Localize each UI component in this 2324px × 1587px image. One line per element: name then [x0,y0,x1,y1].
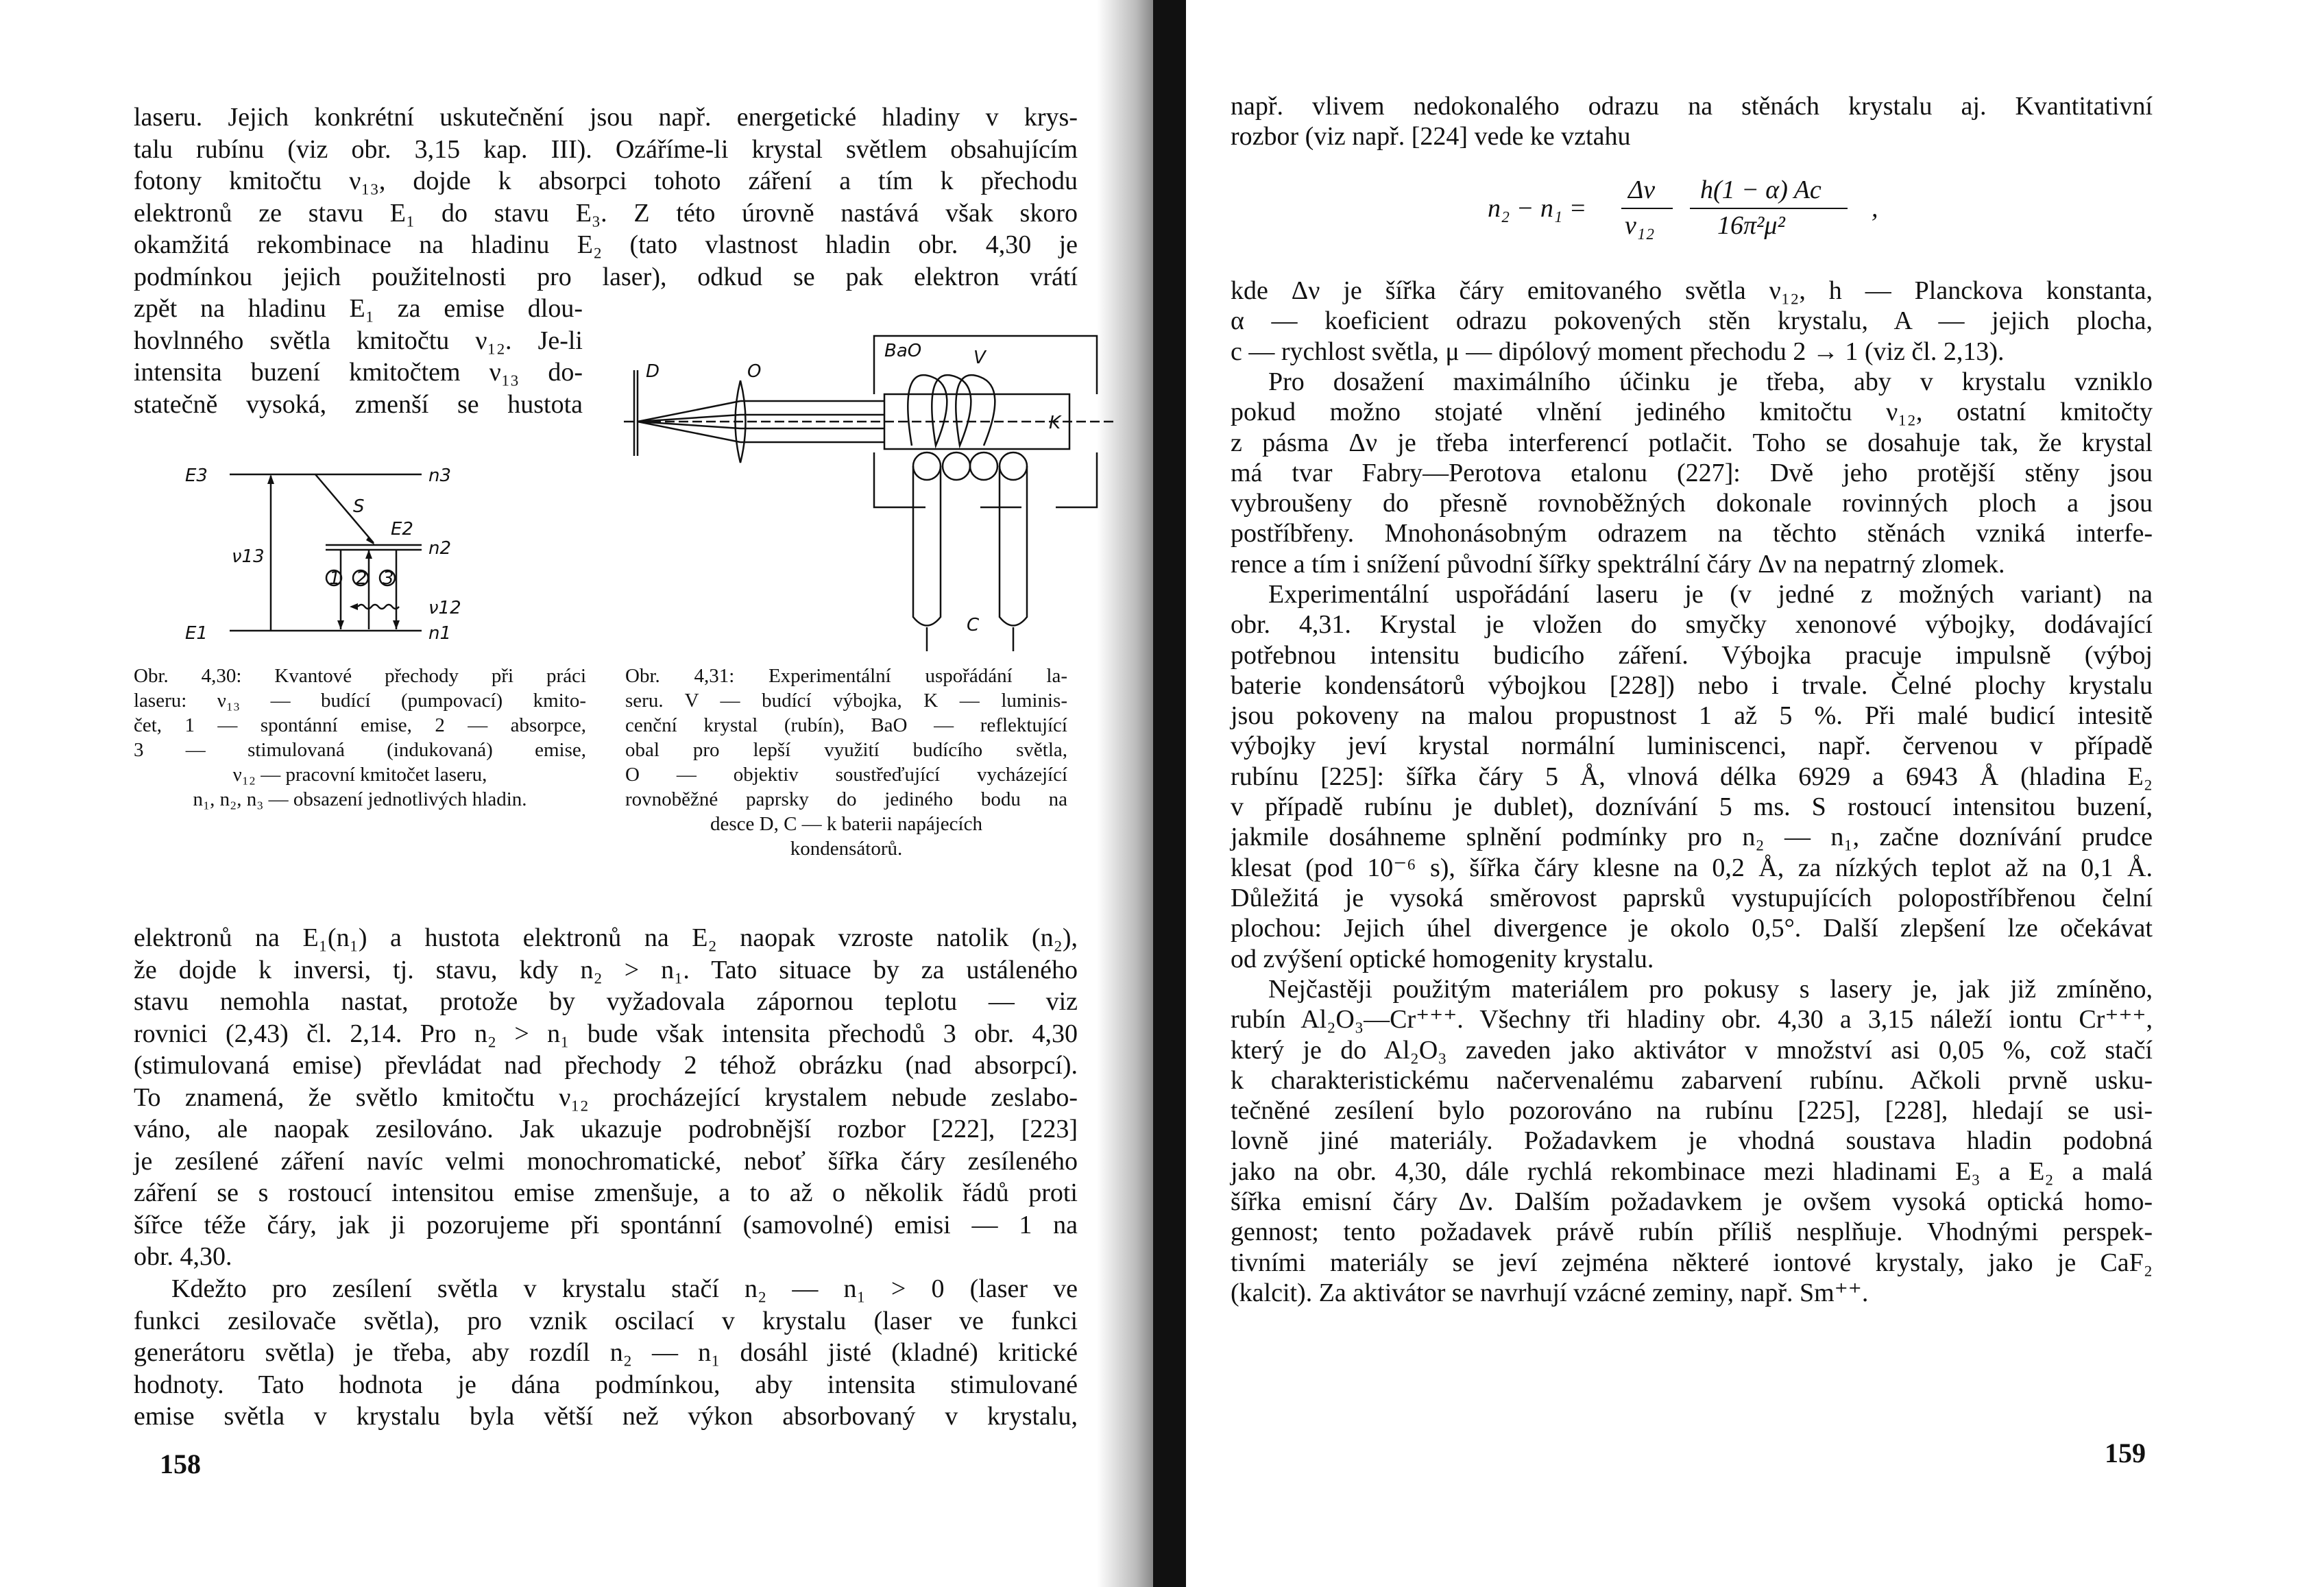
text-line: obr. 4,31. Krystal je vložen do smyčky xenonové výbojky, dodávající [1231,610,2153,640]
label-d: D [646,361,660,382]
eq-trail: , [1872,194,1878,223]
label-n2: n2 [428,538,452,559]
text-line: stavu nemohla nastat, protože by vyžadovala zápornou teplotu — viz [134,987,1078,1016]
text-line: Důležitá je vysoká směrovost paprsků vystupujících polopostříbřenou čelní [1231,883,2153,912]
text-line: generátoru světla) je třeba, aby rozdíl n₂ — n₁ dosáhl jisté (kladné) kritické [134,1338,1078,1367]
figure-4-30-energy-levels [178,446,535,651]
text-line: má tvar Fabry—Perotova etalonu (227]: Dvě jeho protější stěny jsou [1231,458,2153,487]
text-line: Kdežto pro zesílení světla v krystalu stačí n₂ — n₁ > 0 (laser ve [171,1274,1078,1303]
text-line: Pro dosažení maximálního účinku je třeba, aby v krystalu vzniklo [1268,367,2153,396]
text-line: fotony kmitočtu ν₁₃, dojde k absorpci tohoto záření a tím k přechodu [134,167,1078,195]
label-e2: E2 [391,519,413,540]
right-text-top [1231,91,2153,152]
text-line: n₁, n₂, n₃ — obsazení jednotlivých hladin. [193,788,527,810]
text-line: obr. 4,30. [134,1242,232,1271]
label-transition-2: 2 [356,568,367,589]
label-nu13: ν13 [232,546,265,567]
text-line: z pásma Δν je třeba interferencí potlačit. Toho se dosahuje tak, že krystal [1231,428,2153,457]
text-line: cenční krystal (rubín), BaO — reflektující [625,714,1067,736]
equation-population-difference [1488,175,1913,243]
text-line: rence a tím i snížení původní šířky spektrální čáry Δν na nepatrný zlomek. [1231,549,2005,579]
text-line: rubín Al₂O₃—Cr⁺⁺⁺. Všechny tři hladiny obr. 4,30 a 3,15 náleží iontu Cr⁺⁺⁺, [1231,1005,2153,1034]
text-line: potřebnou intensitu budicího záření. Výbojka pracuje impulsně (výboj [1231,640,2153,670]
text-line: záření se s rostoucí intensitou emise zmenšuje, a to až o několik řádů proti [134,1178,1078,1207]
text-line: od zvýšení optické homogenity krystalu. [1231,944,1654,973]
text-line: kondensátorů. [790,838,903,860]
text-line: např. vlivem nedokonalého odrazu na stěnách krystalu aj. Kvantitativní [1231,92,2153,121]
text-line: desce D, C — k baterii napájecích [710,813,982,835]
book-gutter [1153,0,1186,1587]
text-line: jakmile dosáhneme splnění podmínky pro n₂ — n₁, začne doznívání prudce [1231,823,2153,852]
text-line: jsou pokoveny na malou propustnost 1 až 5 %. Při malé budicí intesitě [1231,701,2153,731]
text-line: statečně vysoká, zmenší se hustota [134,389,583,419]
label-k: K [1049,413,1061,433]
text-line: Experimentální uspořádání laseru je (v jedné z možných variant) na [1268,580,2153,609]
text-line: laseru: ν₁₃ — budící (pumpovací) kmito- [134,690,586,712]
text-line: tivními materiály se jeví zejména některé iontové krystaly, jako je CaF₂ [1231,1248,2153,1277]
label-n3: n3 [428,465,452,486]
page-number-left: 158 [160,1449,201,1479]
book-gutter-shadow [1097,0,1153,1587]
text-line: klesat (pod 10⁻⁶ s), šířka čáry klesne na 0,2 Å, za nízkých teplot až na 0,1 Å. [1231,853,2153,882]
figure-4-31-laser-setup [610,329,1117,651]
text-line: kde Δν je šířka čáry emitovaného světla ν₁₂, h — Planckova konstanta, [1231,276,2153,305]
label-e1: E1 [185,623,208,644]
text-line: pokud možno stojaté vlnění jediného kmitočtu ν₁₂, ostatní kmitočty [1231,398,2153,427]
text-line: seru. V — budící výbojka, K — luminis- [625,690,1067,712]
label-s: S [353,496,365,517]
text-line: talu rubínu (viz obr. 3,15 kap. III). Ozáříme-li krystal světlem obsahujícím [134,134,1078,164]
text-line: To znamená, že světlo kmitočtu ν₁₂ procházející krystalem nebude zeslabo- [134,1082,1078,1112]
text-line: rovnici (2,43) čl. 2,14. Pro n₂ > n₁ bude však intensita přechodů 3 obr. 4,30 [134,1019,1078,1048]
label-nu12: ν12 [428,598,461,618]
text-line: hovlnného světla kmitočtu ν₁₂. Je-li [134,326,583,355]
label-v: V [973,348,986,368]
label-n1: n1 [428,623,452,644]
text-line: funkci zesilovače světla), pro vznik oscilací v krystalu (laser ve funkci [134,1306,1078,1335]
eq-num2: h(1 − α) Ac [1700,175,1821,204]
left-text-bottom-p2 [134,1273,1078,1433]
right-text-p4 [1231,974,2153,1308]
text-line: α — koeficient odrazu pokovených stěn krystalu, A — jejich plocha, [1231,306,2153,336]
figure-4-30-caption [134,664,586,812]
text-line: elektronů ze stavu E₁ do stavu E₃. Z této úrovně nastává však skoro [134,198,1078,228]
text-line: obal pro lepší využití budícího světla, [625,739,1067,761]
text-line: gennost; tento požadavek právě rubín příliš nesplňuje. Vhodnými perspek- [1231,1217,2153,1247]
text-line: podmínkou jejich použitelnosti pro laser), odkud se pak elektron vrátí [134,262,1078,291]
text-line: výbojky jeví krystal normální luminiscenci, např. červenou v případě [1231,731,2153,761]
text-line: tečněné zesílení bylo pozorováno na rubínu [225], [228], hledají se usi- [1231,1096,2153,1126]
text-line: v případě rubínu je dublet), doznívání 5 ms. S rostoucí intensitou buzení, [1231,792,2153,822]
right-text-p1 [1231,276,2153,367]
text-line: rovnoběžné paprsky do jediného bodu na [625,788,1067,810]
page-number-right: 159 [2105,1438,2146,1468]
label-transition-3: 3 [383,568,394,589]
text-line: který je do Al₂O₃ zaveden jako aktivátor v množství asi 0,05 %, což stačí [1231,1035,2153,1065]
right-text-p3 [1231,579,2153,974]
text-line: vybroušeny do přesně rovnoběžných dokonale rovinných ploch a jsou [1231,489,2153,518]
text-line: jako na obr. 4,30, dále rychlá rekombinace mezi hladinami E₃ a E₂ a malá [1231,1156,2153,1186]
text-line: že dojde k inversi, tj. stavu, kdy n₂ > n₁. Tato situace by za ustáleného [134,955,1078,984]
spontaneous-decay-arrow [315,474,374,543]
text-line: intensita buzení kmitočtem ν₁₃ do- [134,358,583,387]
text-line: ν₁₂ — pracovní kmitočet laseru, [232,764,487,786]
figure-4-31-caption [625,664,1067,861]
text-line: (stimulovaná emise) převládat nad přechody 2 téhož obrázku (nad absorpcí). [134,1051,1078,1080]
text-line: c — rychlost světla, μ — dipólový moment přechodu 2 → 1 (viz čl. 2,13). [1231,337,2005,366]
eq-lhs: n₂ − n₁ = [1488,194,1587,223]
label-transition-1: 1 [329,568,341,589]
label-c: C [967,615,980,635]
eq-den1: ν₁₂ [1625,211,1655,240]
text-line: postříbřeny. Mnohonásobným odrazem na těchto stěnách vzniká interfe- [1231,519,2153,548]
text-line: šířce téže čáry, jak ji pozorujeme při spontánní (samovolné) emisi — 1 na [134,1210,1078,1239]
right-text-p2 [1231,367,2153,579]
text-line: 3 — stimulovaná (indukovaná) emise, [134,739,586,761]
text-line: šířka emisní čáry Δν. Dalším požadavkem je ovšem vysoká optická homo- [1231,1187,2153,1217]
text-line: baterie kondensátorů výbojkou [228]) nebo i trvale. Čelné plochy krystalu [1231,670,2153,700]
text-line: k charakteristickému načervenalému zabarvení rubínu. Ačkoli prvně usku- [1231,1065,2153,1095]
text-line: čet, 1 — spontánní emise, 2 — absorpce, [134,714,586,736]
text-line: lovně jiné materiály. Požadavkem je vhodná soustava hladin podobná [1231,1126,2153,1156]
label-e3: E3 [185,465,208,486]
text-line: zpět na hladinu E₁ za emise dlou- [134,294,583,323]
text-line: Nejčastěji použitým materiálem pro pokusy s lasery je, jak již zmíněno, [1268,975,2153,1004]
text-line: rozbor (viz např. [224] vede ke vztahu [1231,122,1631,152]
text-line: (kalcit). Za aktivátor se navrhují vzácné zeminy, např. Sm⁺⁺. [1231,1278,1869,1307]
eq-den2: 16π²μ² [1717,211,1785,240]
left-text-narrow [134,293,583,420]
label-o: O [747,361,762,382]
text-line: elektronů na E₁(n₁) a hustota elektronů na E₂ naopak vzroste natolik (n₂), [134,923,1078,952]
text-line: Obr. 4,30: Kvantové přechody při práci [134,665,586,687]
text-line: plochou: Jejich úhel divergence je okolo 0,5°. Další zlepšení lze očekávat [1231,914,2153,943]
text-line: Obr. 4,31: Experimentální uspořádání la- [625,665,1067,687]
text-line: je zesílené záření navíc velmi monochromatické, neboť šířka čáry zesíleného [134,1146,1078,1176]
text-line: emise světla v krystalu byla větší než výkon absorbovaný v krystalu, [134,1402,1078,1431]
eq-num1: Δν [1628,175,1656,204]
text-line: okamžitá rekombinace na hladinu E₂ (tato vlastnost hladin obr. 4,30 je [134,230,1078,259]
text-line: rubínu [225]: šířka čáry 5 Å, vlnová délka 6929 a 6943 Å (hladina E₂ [1231,762,2153,791]
discharge-tube [908,375,995,446]
left-text-bottom-p1 [134,922,1078,1273]
label-bao: BaO [884,341,922,361]
text-line: laseru. Jejich konkrétní uskutečnění jsou např. energetické hladiny v krys- [134,103,1078,132]
left-text-top [134,101,1078,293]
text-line: váno, ale naopak zesilováno. Jak ukazuje podrobnější rozbor [222], [223] [134,1115,1078,1143]
text-line: hodnoty. Tato hodnota je dána podmínkou, aby intensita stimulované [134,1370,1078,1399]
text-line: O — objektiv soustřeďující vycházející [625,764,1067,786]
